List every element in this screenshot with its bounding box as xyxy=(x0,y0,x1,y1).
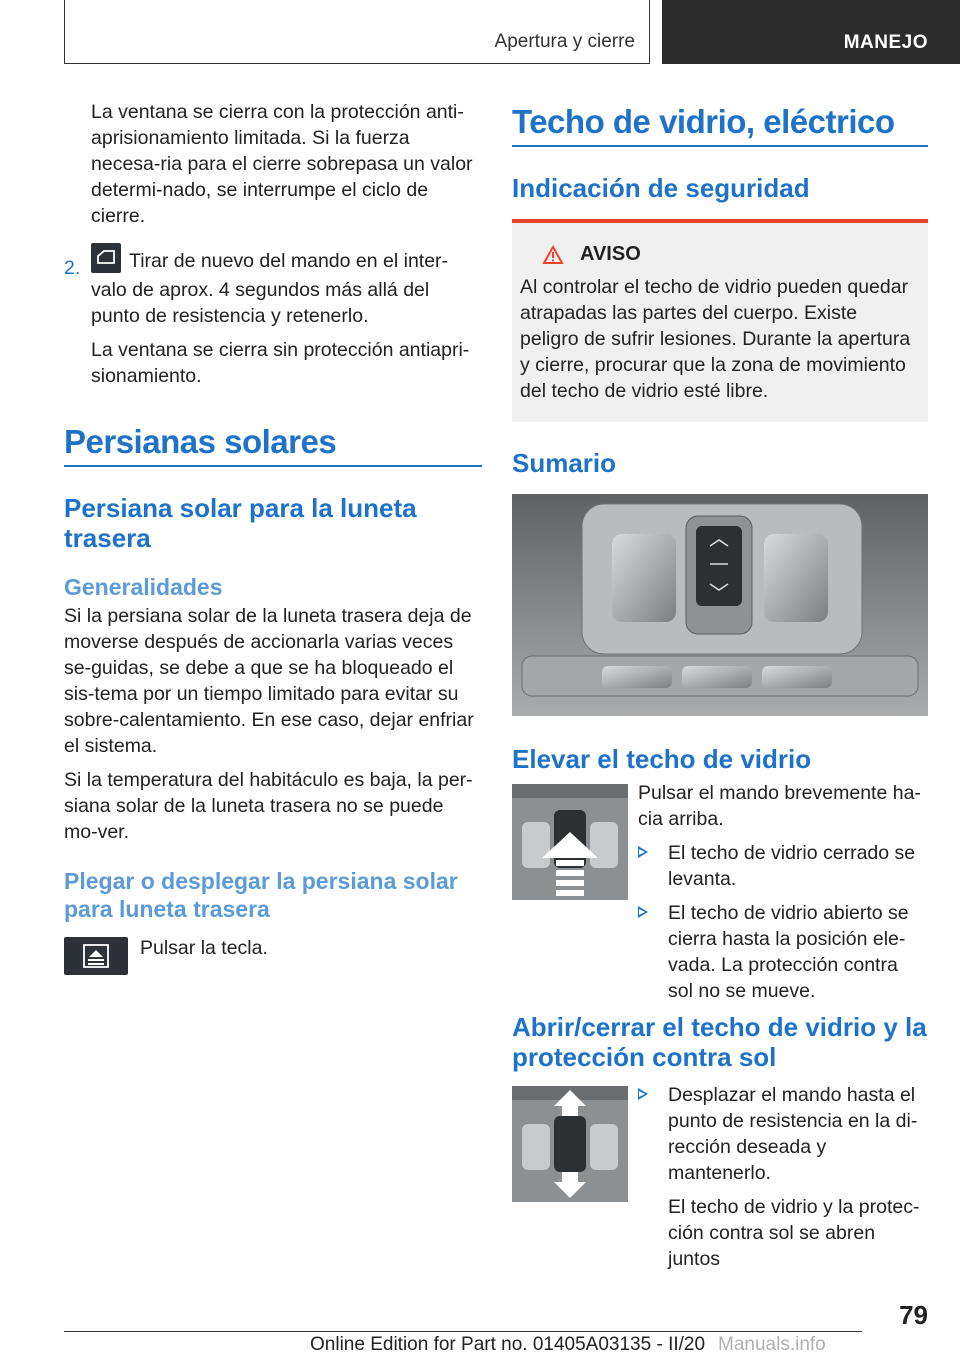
heading-rule xyxy=(64,465,482,467)
warning-header xyxy=(520,243,920,266)
abrir-note: El techo de vidrio y la protec-ción contra sol se abren juntos xyxy=(668,1196,920,1270)
header-chapter-tab xyxy=(662,0,960,64)
bullet-triangle-icon xyxy=(638,906,648,918)
warning-title: AVISO xyxy=(580,243,641,265)
elevar-text: Pulsar el mando brevemente ha-cia arriba. xyxy=(638,782,921,830)
step-2 xyxy=(64,247,482,389)
left-column xyxy=(64,95,482,977)
header-section-tab xyxy=(64,0,650,64)
heading-abrir-cerrar: Abrir/cerrar el techo de vidrio y la protección contra sol xyxy=(512,1012,927,1072)
heading-persiana-luneta: Persiana solar para la luneta trasera xyxy=(64,493,417,553)
heading-persianas-solares: Persianas solares xyxy=(64,423,337,460)
warning-triangle-icon xyxy=(542,245,564,265)
elevar-text-block xyxy=(638,784,928,1004)
elevar-bullet-1: El techo de vidrio cerrado se levanta. xyxy=(638,840,928,892)
sunblind-button-icon xyxy=(64,937,128,975)
abrir-bullet: Desplazar el mando hasta el punto de resistencia en la di-rección deseada y mantenerlo. xyxy=(638,1082,928,1186)
intro-paragraph: La ventana se cierra con la protección anti-aprisionamiento limitada. Si la fuerza necesa-ria para el cierre sobrepasa un valor determi-nado, se interrumpe el ciclo de cierre. xyxy=(91,101,473,227)
heading-techo-vidrio: Techo de vidrio, eléctrico xyxy=(512,103,895,140)
header-section-title: Apertura y cierre xyxy=(494,31,635,52)
generalidades-paragraph-1: Si la persiana solar de la luneta trasera deja de moverse después de accionarla varias veces se-guidas, se debe a que se ha bloqueado el sis-tema por un tiempo limitado para evitar su sobre-calentamiento. En ese caso, dejar enfriar el sistema. xyxy=(64,605,474,757)
plegar-text: Pulsar la tecla. xyxy=(140,937,268,959)
abrir-text-block xyxy=(638,1086,928,1272)
heading-plegar-persiana: Plegar o desplegar la persiana solar para luneta trasera xyxy=(64,868,458,922)
heading-generalidades: Generalidades xyxy=(64,574,223,600)
section-persianas xyxy=(64,423,482,467)
step-2-number: 2. xyxy=(64,257,81,279)
bullet-triangle-icon xyxy=(638,846,648,858)
elevar-section xyxy=(512,782,928,1002)
header-chapter-title: MANEJO xyxy=(843,32,928,53)
step-2-note: La ventana se cierra sin protección antiapri-sionamiento. xyxy=(91,339,470,387)
watermark: Manuals.info xyxy=(718,1334,826,1355)
generalidades-paragraph-2: Si la temperatura del habitáculo es baja, la per-siana solar de la luneta trasera no se puede mo-ver. xyxy=(64,769,473,843)
heading-sumario: Sumario xyxy=(512,448,617,478)
footer-edition-text: Online Edition for Part no. 01405A03135 - II/20 xyxy=(310,1334,706,1355)
elevar-bullet-2: El techo de vidrio abierto se cierra hasta la posición ele-vada. La protección contra sol no se mueve. xyxy=(638,900,928,1004)
plegar-row xyxy=(64,937,482,977)
abrir-section xyxy=(512,1084,928,1270)
bullet-triangle-icon xyxy=(638,1088,648,1100)
footer-rule xyxy=(64,1331,862,1332)
right-column xyxy=(512,95,928,1270)
heading-indicacion-seguridad: Indicación de seguridad xyxy=(512,173,810,203)
abrir-illustration xyxy=(512,1086,628,1202)
window-switch-icon xyxy=(91,243,121,273)
heading-elevar-techo: Elevar el techo de vidrio xyxy=(512,744,812,774)
step-2-text: Tirar de nuevo del mando en el inter-valo de aprox. 4 segundos más allá del punto de resistencia y retenerlo. xyxy=(64,247,482,329)
page-number: 79 xyxy=(899,1300,928,1330)
warning-box xyxy=(512,219,928,422)
heading-rule xyxy=(512,145,928,147)
elevar-illustration xyxy=(512,784,628,900)
warning-text: Al controlar el techo de vidrio pueden quedar atrapadas las partes del cuerpo. Existe peligro de sufrir lesiones. Durante la apertura y cierre, procurar que la zona de movimiento del techo de vidrio esté libre. xyxy=(520,276,911,402)
roof-control-overview-photo xyxy=(512,494,928,716)
